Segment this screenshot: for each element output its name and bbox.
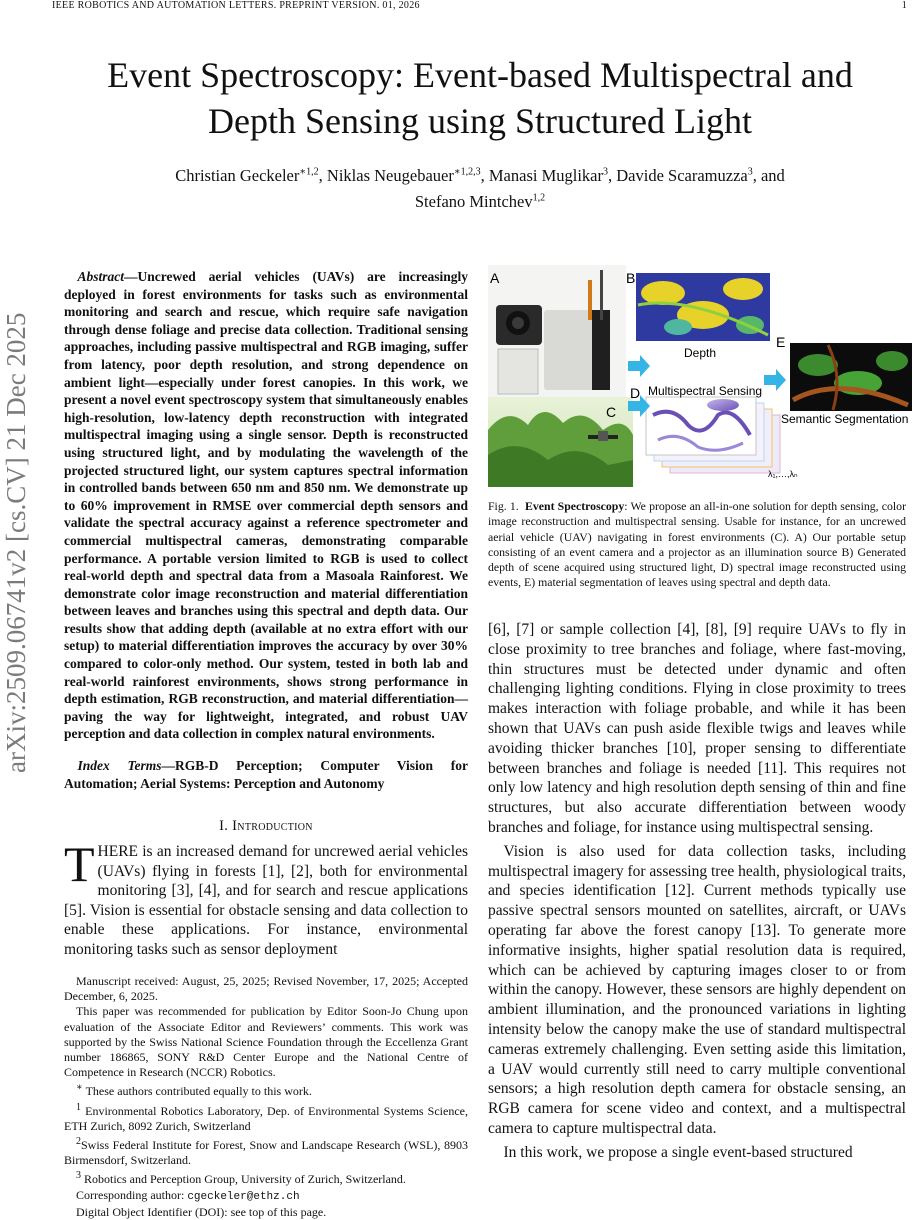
arrow-to-segmentation: [764, 369, 786, 391]
label-a: A: [490, 270, 500, 286]
caption-title: Event Spectroscopy: [525, 499, 625, 513]
author: Stefano Mintchev$^{1,2}$: [414, 192, 546, 211]
figure-1: [488, 265, 913, 487]
body-paragraph-2: Vision is also used for data collection tasks, including multispectral imagery for assessing tree health, physiological traits, and species identification [12]. Current methods typically use passive spectral sensors mounted on satellites, aircraft, or UAVs operating far above the forest canopy [13]. To generate more informative insights, higher spatial resolution data is required, which can be achieved by capturing images closer to or from within the canopy. However, these sensors are highly dependent on ambient illumination, and the pronounced variations in lighting intensity below the canopy make the use of standard multispectral cameras extremely challenging. Even setting aside this limitation, a UAV would currently still need to carry multiple conventional sensors; a high resolution depth camera for obstacle sensing, an RGB camera for scene video and context, and a multispectral camera to capture multispectral data.: [488, 842, 906, 1137]
index-terms-label: Index Terms: [77, 758, 162, 773]
abstract-label: Abstract: [77, 269, 125, 284]
section-heading: I. Introduction: [219, 818, 313, 834]
abstract: [64, 268, 468, 743]
author: Niklas Neugebauer$^{∗1,2,3}$,: [326, 165, 489, 185]
arxiv-stamp: arXiv:2509.06741v2 [cs.CV] 21 Dec 2025: [1, 312, 31, 773]
title-line-2: Depth Sensing using Structured Light: [208, 101, 752, 141]
author: Manasi Muglikar$^3$,: [488, 165, 617, 185]
author: Christian Geckeler$^{∗1,2}$,: [175, 165, 327, 185]
index-terms-text: —RGB-D Perception; Computer Vision for Automation; Aerial Systems: Perception and Autonomy: [64, 758, 468, 791]
footnote-aff2: $^2$Swiss Federal Institute for Forest, Snow and Landscape Research (WSL), 8903 Birmensdorf, Switzerland.: [64, 1136, 468, 1168]
author-list: [60, 160, 900, 213]
panel-b-depth-image: [636, 273, 770, 341]
footnote-received: Manuscript received: August, 25, 2025; Revised November, 17, 2025; Accepted December, 6, 2025.: [64, 974, 468, 1004]
paper-title: [40, 52, 913, 144]
body-paragraph-1: [6], [7] or sample collection [4], [8], [9] require UAVs to fly in close proximity to tree branches and foliage, where fast-moving, thin structures must be detected under dynamic and often challenging lighting conditions. Flying in close proximity to trees makes interaction with foliage probable, and while it has been shown that UAVs can push aside flexible twigs and leaves while avoiding thicker branches [10], proper sensing to differentiate between branches and foliage is needed [11]. This requires not only low latency and high resolution depth sensing of thin and fine structures, but also accurate differentiation between woody branches and foliage, for instance using multispectral sensing.: [488, 621, 906, 836]
footnote-doi: Digital Object Identifier (DOI): see top of this page.: [76, 1204, 327, 1219]
index-terms: [64, 757, 468, 792]
panel-a-setup-photo: [488, 265, 626, 397]
footnote-aff1: $^1$ Environmental Robotics Laboratory, Dep. of Environmental Systems Science, ETH Zurich, 8092 Zurich, Switzerland: [64, 1101, 468, 1133]
segmentation-label: Semantic Segmentation: [781, 412, 909, 426]
figure-caption: [488, 499, 906, 591]
right-column-body: [488, 620, 906, 1163]
label-b: B: [626, 270, 636, 286]
caption-label: Fig. 1.: [488, 499, 519, 513]
lambda-label: λ₁,…,λₙ: [768, 469, 798, 479]
running-title: IEEE ROBOTICS AND AUTOMATION LETTERS. PREPRINT VERSION. 01, 2026: [52, 0, 420, 11]
intro-paragraph: THERE is an increased demand for uncrewed aerial vehicles (UAVs) flying in forests [1], [2], both for environmental monitoring [3], [4], and for search and rescue applications [5]. Vision is essential for obstacle sensing and data collection to enable these applications. For instance, environmental monitoring tasks such as sensor deployment: [64, 836, 468, 958]
arrow-to-depth: [628, 355, 650, 377]
footnote-recommended: This paper was recommended for publication by Editor Soon-Jo Chung upon evaluation of the Associate Editor and Reviewers’ comments. This work was supported by the Swiss National Science Foundation through the Eccellenza Grant number 186865, SONY R&D Center Europe and the National Centre of Competence in Research (NCCR) Robotics.: [64, 1004, 468, 1080]
label-e: E: [776, 334, 786, 350]
abstract-text: —Uncrewed aerial vehicles (UAVs) are increasingly deployed in forest environments for tasks such as environmental monitoring and search and rescue, which require safe navigation through dense foliage and precise data collection. Traditional sensing approaches, including passive multispectral and RGB imaging, suffer from latency, poor depth resolution, and strong dependence on ambient light—especially under forest canopies. In this work, we present a novel event spectroscopy system that simultaneously enables high-resolution, low-latency depth reconstruction with integrated multispectral imaging using a single sensor. Depth is reconstructed using structured light, and by modulating the wavelength of the projected structured light, our system captures spectral information in controlled bands between 650 nm and 850 nm. We demonstrate up to 60% improvement in RMSE over commercial depth sensors and validate the spectral accuracy against a reference spectrometer and commercial multispectral cameras, demonstrating comparable performance. A portable version limited to RGB is used to collect real-world depth and spectral data from a Masoala Rainforest. We demonstrate color image reconstruction and material differentiation between leaves and branches using this spectral and depth data. Our results show that adding depth (available at no extra effort with our setup) to material differentiation improves the accuracy by over 30% compared to color-only method. Our system, tested in both lab and real-world rainforest environments, shows strong performance in depth estimation, RGB reconstruction, and material differentiation—paving the way for lightweight, integrated, and robust UAV perception and data collection in complex natural environments.: [64, 269, 468, 742]
label-d: D: [630, 385, 641, 401]
footnote-equal: ∗ These authors contributed equally to this work.: [76, 1082, 312, 1099]
caption-text: : We propose an all-in-one solution for depth sensing, color image reconstruction and multispectral sensing. Usable for instance, for an uncrewed aerial vehicle (UAV) navigating in forest environments (C). A) Our portable setup consisting of an event camera and a projector as an illumination source B) Generated depth of scene acquired using structured light, D) spectral image reconstructed using events, E) material segmentation of leaves using spectral and depth data.: [488, 499, 907, 590]
label-c: C: [606, 404, 617, 420]
email-link[interactable]: cgeckeler@ethz.ch: [187, 1190, 300, 1203]
panel-e-segmentation: [790, 343, 912, 411]
body-paragraph-3: In this work, we propose a single event-based structured: [503, 1143, 853, 1161]
title-line-1: Event Spectroscopy: Event-based Multispectral and: [107, 55, 853, 95]
running-header: [52, 0, 907, 14]
footnote-aff3: $^3$ Robotics and Perception Group, University of Zurich, Switzerland.: [76, 1170, 406, 1187]
figure-1-graphic: [488, 265, 913, 487]
footnotes: [64, 974, 468, 1220]
panel-d-spectral-stack: [646, 397, 780, 473]
depth-label: Depth: [684, 346, 717, 360]
drop-cap: T: [64, 836, 95, 892]
author: Davide Scaramuzza$^3$, and: [616, 165, 785, 185]
footnote-corresponding: Corresponding author: cgeckeler@ethz.ch: [76, 1187, 300, 1203]
multispectral-label: Multispectral Sensing: [648, 384, 763, 398]
page-number: 1: [901, 0, 907, 11]
